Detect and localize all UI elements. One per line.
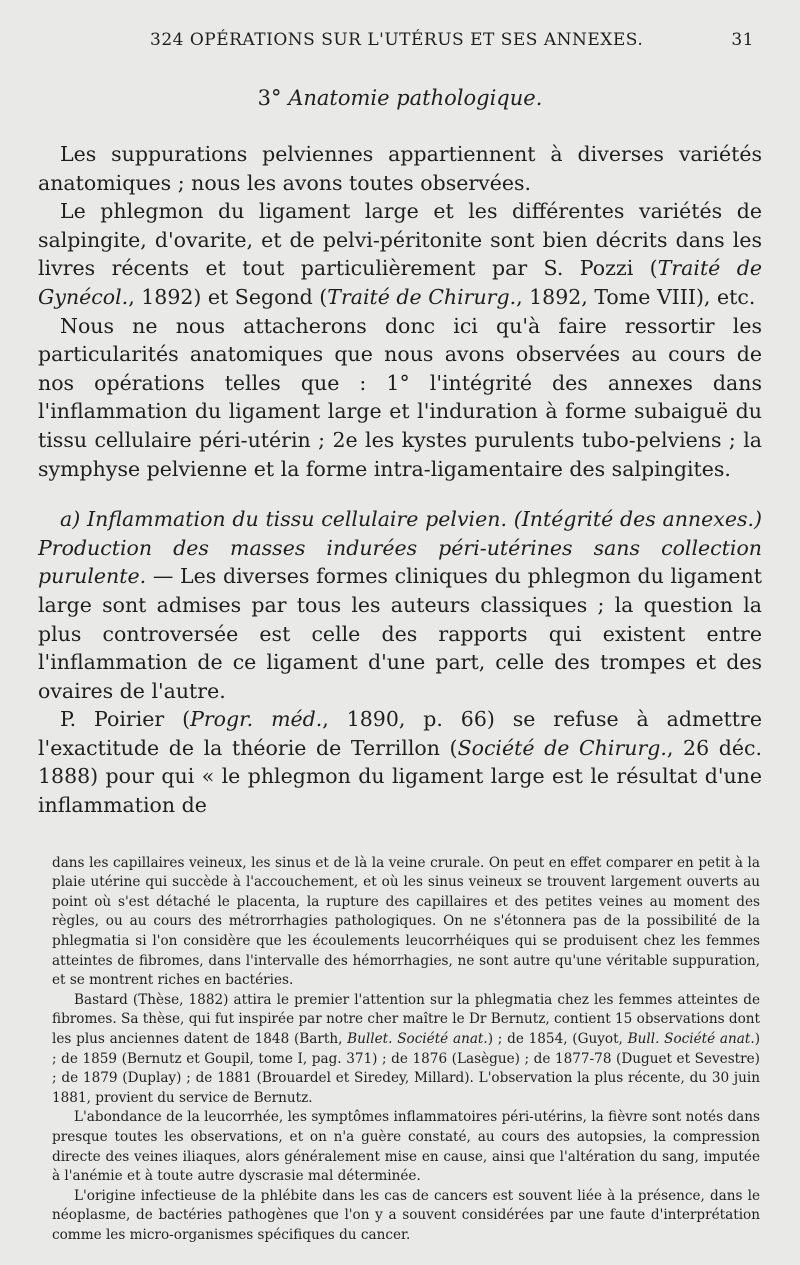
subsection-label: a) [60,507,81,532]
section-heading [38,86,762,110]
running-title: 324 OPÉRATIONS SUR L'UTÉRUS ET SES ANNEXES. [150,30,644,50]
paragraph [38,705,762,819]
subsection-heading: Inflammation du tissu cellulaire pelvien. (Intégrité des annexes.) Production des masses indurées péri-utérines sans collection purulente. [38,507,762,589]
subsection-paragraph [38,505,762,705]
citation: Traité de Gynécol. [38,256,762,309]
citation: Bull. Société anat. [627,1031,755,1047]
section-number: 3° [257,86,282,110]
section-title: Anatomie pathologique. [288,86,543,110]
page-number: 31 [731,30,754,50]
text-run: Le phlegmon du ligament large et les différentes variétés de salpingite, d'ovarite, et de pelvi-péritonite sont bien décrits dans les livres récents et tout particulièrement par S. Pozzi ( [38,199,762,281]
text-run: — Les diverses formes cliniques du phlegmon du ligament large sont admises par tous les auteurs classiques ; la question la plus controversée est celle des rapports qui existent entre l'inflammation de ce ligament d'une part, celle des trompes et des ovaires de l'autre. [38,564,762,703]
citation: Bullet. Société anat. [347,1031,488,1047]
citation: Progr. méd. [190,707,323,732]
text-run: P. Poirier ( [60,707,191,732]
footnote: L'origine infectieuse de la phlébite dans les cas de cancers est souvent liée à la présence, dans le néoplasme, de bactéries pathogènes que l'on y a souvent considérées par une faute d'interprétation comme les micro-organismes spécifiques du cancer. [52,1187,760,1243]
citation: Traité de Chirurg. [327,284,517,309]
text-run: ) ; de 1854, (Guyot, [487,1031,628,1047]
paragraph: Les suppurations pelviennes appartiennent à diverses variétés anatomiques ; nous les avons toutes observées. [38,142,762,195]
paragraph [38,197,762,311]
text-run: , 1892, Tome VIII), etc. [516,284,756,309]
citation: Société de Chirurg. [457,735,667,760]
running-header [150,30,762,50]
text-run: , 26 déc. 1888) pour qui « le phlegmon du ligament large est le résultat d'une inflammation de [38,735,762,818]
footnote: dans les capillaires veineux, les sinus et de là la veine crurale. On peut en effet comparer en petit à la plaie utérine qui succède à l'accouchement, et où les sinus veineux se trouvent largement ouverts au point où s'est détaché le placenta, la rupture des capillaires et des petites veines au moment des règles, ou au cours des métrorrhagies pathologiques. On ne s'étonnera pas de la possibilité de la phlegmatia si l'on considère que les écoulements leucorrhéiques qui se produisent chez les femmes atteintes de fibromes, dans l'intervalle des hémorrhagies, ne sont autre qu'une véritable suppuration, et se montrent riches en bactéries. [52,854,760,989]
footnotes [38,854,762,1246]
main-text [38,140,762,820]
footnote [52,991,760,1109]
footnote: L'abondance de la leucorrhée, les symptômes inflammatoires péri-utérins, la fièvre sont notés dans presque toutes les observations, et on n'a guère constaté, au cours des autopsies, la compression directe des veines iliaques, alors généralement mise en cause, ainsi que l'altération du sang, imputée à l'anémie et à toute autre dyscrasie mal déterminée. [52,1109,760,1185]
text-run: ) ; de 1859 (Bernutz et Goupil, tome I, pag. 371) ; de 1876 (Lasègue) ; de 1877-78 (Duguet et Sevestre) ; de 1879 (Duplay) ; de 1881 (Brouardel et Siredey, Millard). L'observation la plus récente, du 30 juin 1881, provient du service de Bernutz. [52,1031,760,1106]
paragraph: Nous ne nous attacherons donc ici qu'à faire ressortir les particularités anatomiques que nous avons observées au cours de nos opérations telles que : 1° l'intégrité des annexes dans l'inflammation du ligament large et l'induration à forme subaiguë du tissu cellulaire péri-utérin ; 2e les kystes purulents tubo-pelviens ; la symphyse pelvienne et la forme intra-ligamentaire des salpingites. [38,313,762,481]
text-run: , 1890, p. 66) se refuse à admettre l'exactitude de la théorie de Terrillon ( [38,707,762,760]
text-run: Bastard (Thèse, 1882) attira le premier l'attention sur la phlegmatia chez les femmes atteintes de fibromes. Sa thèse, qui fut inspirée par notre cher maître le Dr Bernutz, contient 15 observations dont les plus anciennes datent de 1848 (Barth, [52,991,760,1047]
text-run: , 1892) et Segond ( [128,284,328,309]
